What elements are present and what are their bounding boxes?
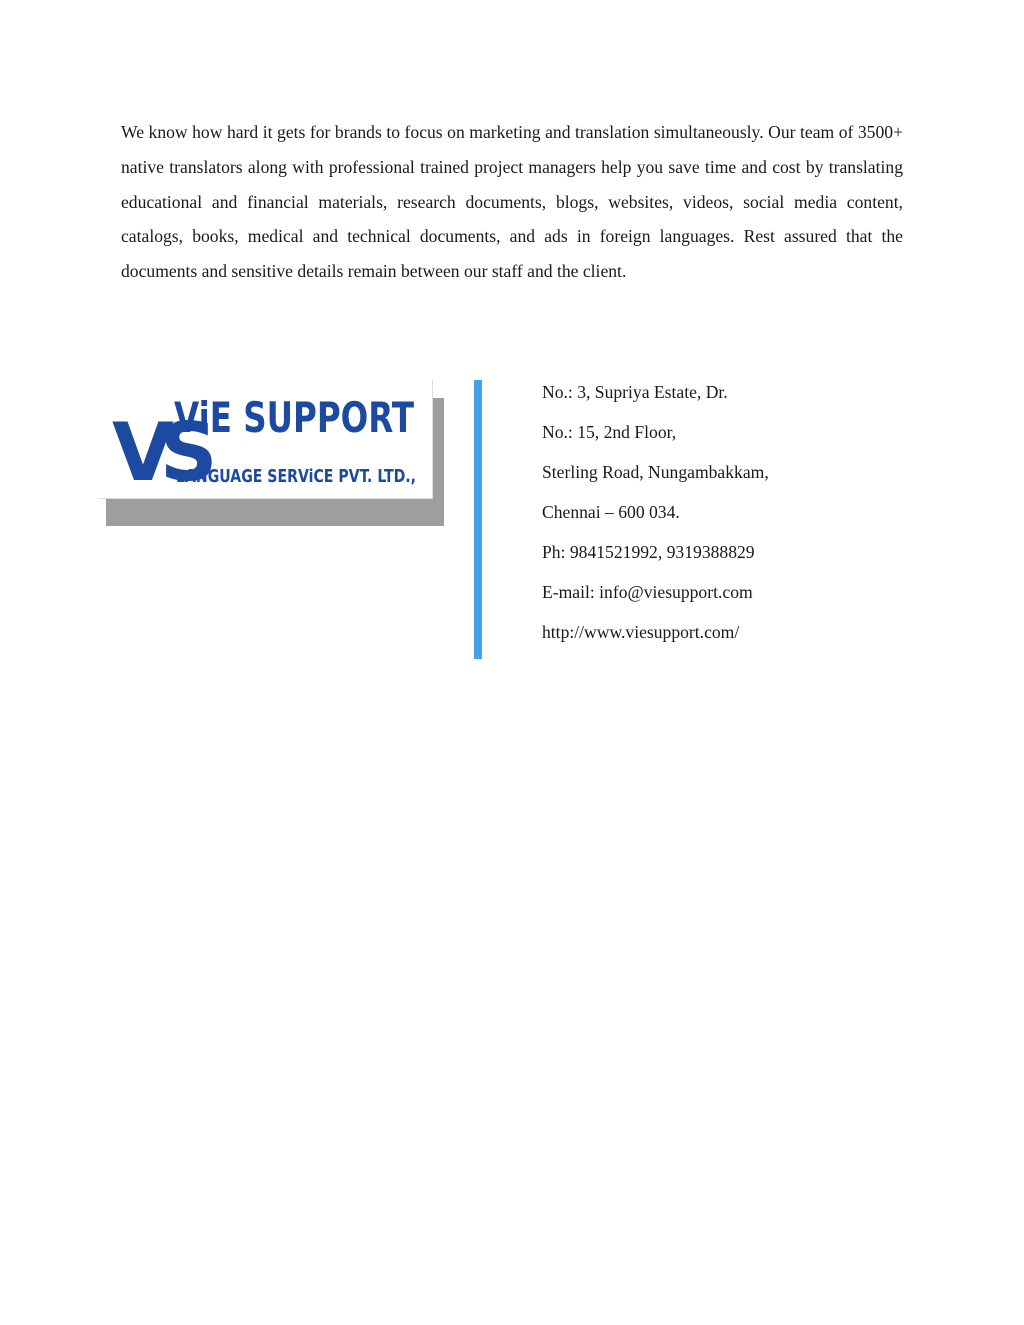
logo-card <box>98 380 433 499</box>
address-line-3: Sterling Road, Nungambakkam, <box>542 462 769 482</box>
address-line-1: No.: 3, Supriya Estate, Dr. <box>542 382 728 402</box>
vertical-divider <box>474 380 482 659</box>
intro-paragraph: We know how hard it gets for brands to focus on marketing and translation simultaneously. Our team of 3500+ native translators along with professional trained project managers help you save time and cost by translating educational and financial materials, research documents, blogs, websites, videos, social media content, catalogs, books, medical and technical documents, and ads in foreign languages. Rest assured that the documents and sensitive details remain between our staff and the client. <box>121 122 903 282</box>
logo-tagline: LANGUAGE SERViCE PVT. LTD., <box>176 466 416 487</box>
address-line-4: Chennai – 600 034. <box>542 502 680 522</box>
address-line-2: No.: 15, 2nd Floor, <box>542 422 677 442</box>
website-link[interactable]: http://www.viesupport.com/ <box>542 622 740 642</box>
company-logo <box>98 380 444 527</box>
logo-graphic <box>98 380 432 498</box>
email-line[interactable]: E-mail: info@viesupport.com <box>542 582 753 602</box>
contact-block <box>542 376 769 656</box>
phone-line: Ph: 9841521992, 9319388829 <box>542 542 755 562</box>
logo-monogram: VS <box>112 406 204 499</box>
logo-name: ViE SUPPORT <box>174 393 415 442</box>
